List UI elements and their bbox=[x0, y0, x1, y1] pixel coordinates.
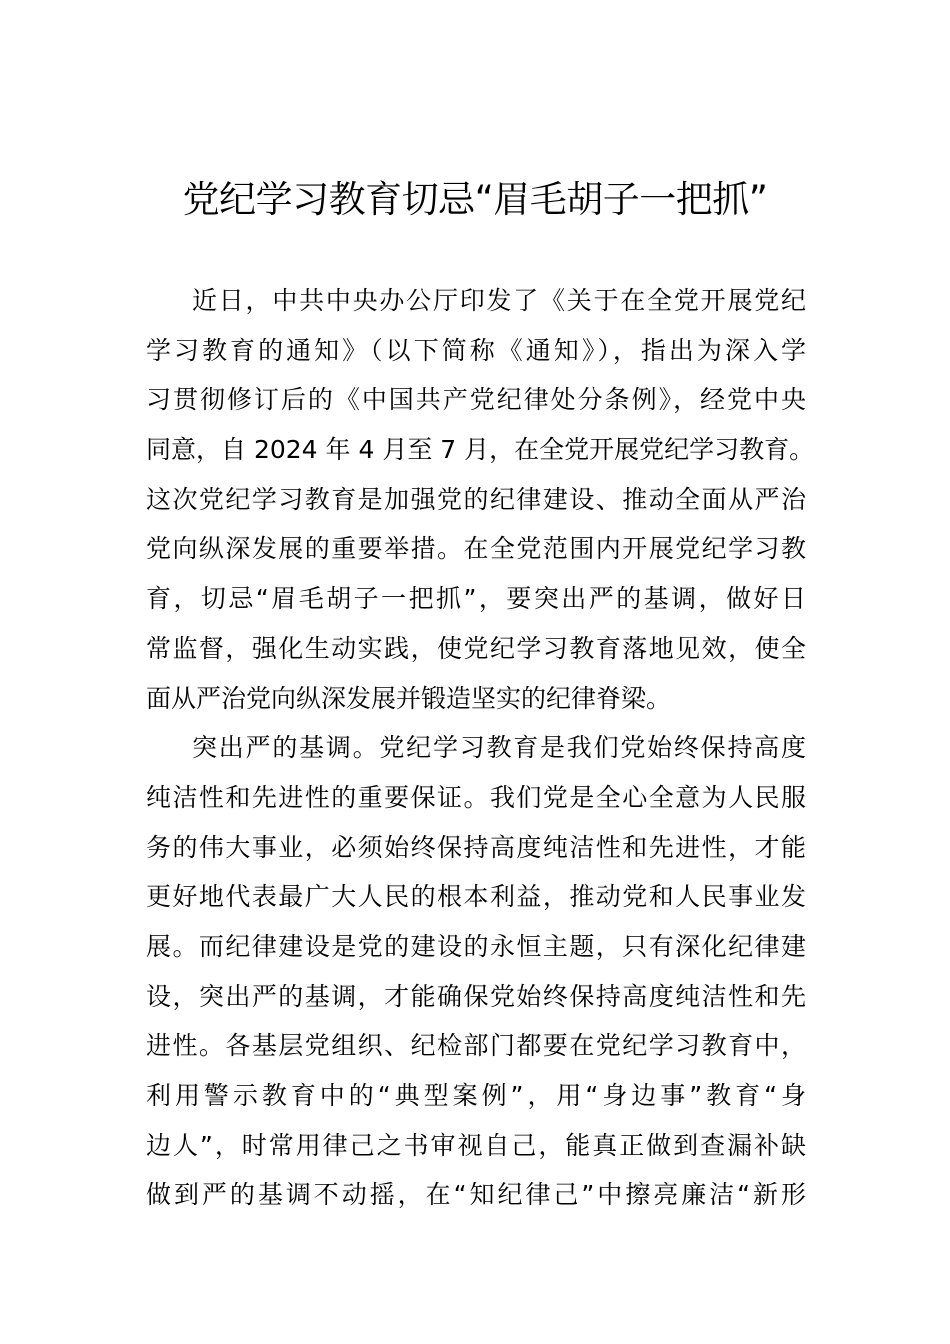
paragraph-1-line-3: 习贯彻修订后的《中国共产党纪律处分条例》，经党中央 bbox=[146, 385, 806, 415]
paragraph-2-line-7: 进性。各基层党组织、纪检部门都要在党纪学习教育中， bbox=[146, 1031, 806, 1061]
document-title: 党纪学习教育切忌“眉毛胡子一把抓” bbox=[182, 178, 768, 221]
paragraph-1-line-9: 面从严治党向纵深发展并锻造坚实的纪律脊梁。 bbox=[146, 683, 672, 713]
paragraph-2-line-1: 突出严的基调。党纪学习教育是我们党始终保持高度 bbox=[192, 733, 806, 763]
paragraph-1-line-4: 同意，自 2024 年 4 月至 7 月，在全党开展党纪学习教育。 bbox=[146, 435, 815, 465]
paragraph-2-line-10: 做到严的基调不动摇，在“知纪律己”中擦亮廉洁“新形 bbox=[146, 1180, 806, 1210]
paragraph-1-line-6: 党向纵深发展的重要举措。在全党范围内开展党纪学习教 bbox=[146, 534, 806, 564]
paragraph-1-line-8: 常监督，强化生动实践，使党纪学习教育落地见效，使全 bbox=[146, 633, 806, 663]
paragraph-2-line-9: 边人”，时常用律己之书审视自己，能真正做到查漏补缺 bbox=[146, 1130, 806, 1160]
document-body bbox=[146, 276, 815, 1220]
paragraph-2-line-6: 设，突出严的基调，才能确保党始终保持高度纯洁性和先 bbox=[146, 981, 806, 1011]
paragraph-2-line-8: 利用警示教育中的“典型案例”，用“身边事”教育“身 bbox=[146, 1081, 806, 1110]
paragraph-1-line-2: 学习教育的通知》（以下简称《通知》），指出为深入学 bbox=[146, 335, 806, 365]
paragraph-1-line-1: 近日，中共中央办公厅印发了《关于在全党开展党纪 bbox=[192, 286, 806, 315]
paragraph-1-line-5: 这次党纪学习教育是加强党的纪律建设、推动全面从严治 bbox=[146, 484, 806, 514]
paragraph-2-line-4: 更好地代表最广大人民的根本利益，推动党和人民事业发 bbox=[146, 882, 806, 912]
paragraph-2-line-2: 纯洁性和先进性的重要保证。我们党是全心全意为人民服 bbox=[146, 782, 806, 812]
paragraph-1-line-7: 育，切忌“眉毛胡子一把抓”，要突出严的基调，做好日 bbox=[146, 584, 806, 614]
paragraph-2-line-5: 展。而纪律建设是党的建设的永恒主题，只有深化纪律建 bbox=[146, 931, 806, 961]
paragraph-2-line-3: 务的伟大事业，必须始终保持高度纯洁性和先进性，才能 bbox=[146, 832, 806, 862]
